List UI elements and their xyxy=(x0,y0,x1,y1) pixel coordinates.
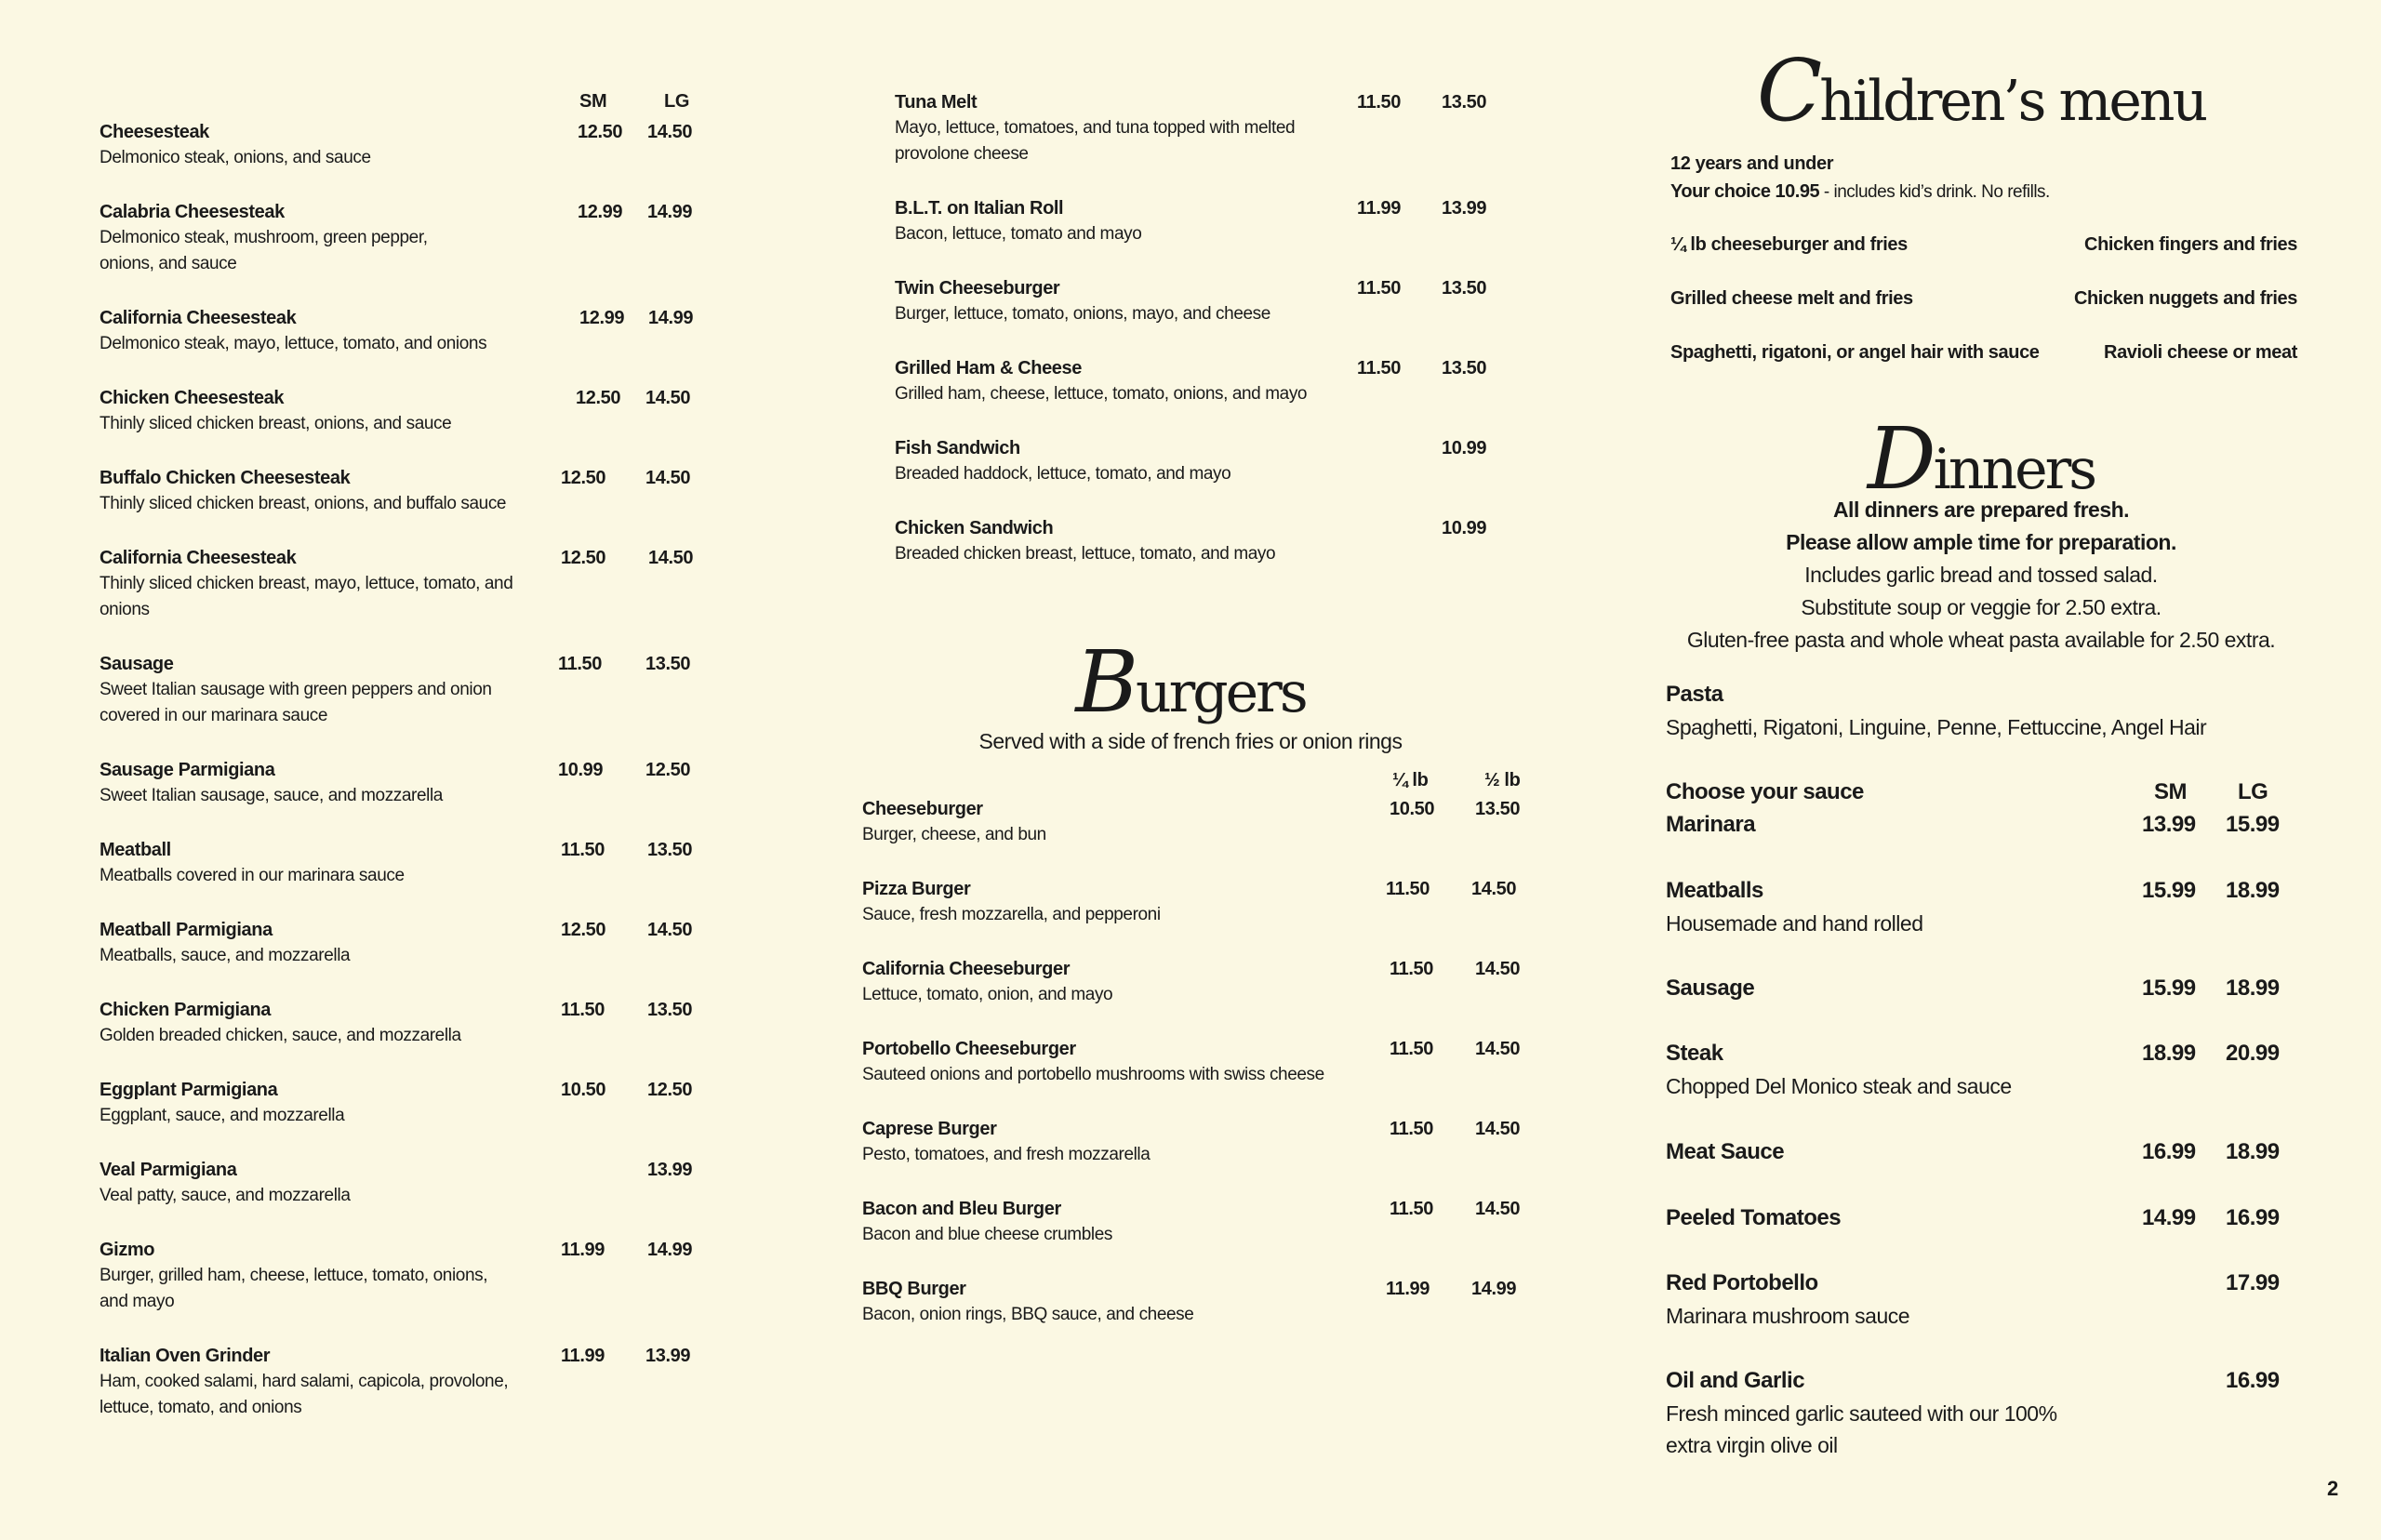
price-sm: 11.99 xyxy=(561,1240,605,1260)
price-sm: 12.50 xyxy=(561,548,606,568)
item-description: Ham, cooked salami, hard salami, capicola, provolone, lettuce, tomato, and onions xyxy=(100,1372,509,1417)
price-lg: 13.50 xyxy=(647,840,693,860)
item-description: Breaded haddock, lettuce, tomato, and mayo xyxy=(895,464,1231,484)
kids-choice-price: Your choice 10.95 xyxy=(1670,181,1820,202)
item-description: Bacon, lettuce, tomato and mayo xyxy=(895,224,1142,244)
dinner-price-lg: 18.99 xyxy=(2226,976,2280,1001)
dinner-price-lg: 20.99 xyxy=(2226,1041,2280,1066)
item-name: Twin Cheeseburger xyxy=(895,278,1060,299)
price-lg: 13.99 xyxy=(645,1346,691,1366)
item-name: Pizza Burger xyxy=(862,879,971,899)
dinner-price-lg: 18.99 xyxy=(2226,1139,2280,1164)
item-description: Veal patty, sauce, and mozzarella xyxy=(100,1186,351,1205)
childrens-title-rest: hildren’s menu xyxy=(1819,69,2206,134)
menu-item xyxy=(100,1157,351,1209)
dinner-item-name: Meat Sauce xyxy=(1666,1139,1785,1164)
quarter-lb-header: ¼ lb xyxy=(1392,770,1429,790)
item-name: Buffalo Chicken Cheesesteak xyxy=(100,468,351,488)
price-quarter-lb: 11.50 xyxy=(1390,1199,1433,1219)
item-description: Golden breaded chicken, sauce, and mozzarella xyxy=(100,1026,461,1045)
menu-item xyxy=(895,89,1295,167)
price-lg: 14.50 xyxy=(648,548,694,568)
item-name: Sausage Parmigiana xyxy=(100,760,275,780)
item-name: Meatball Parmigiana xyxy=(100,920,273,940)
item-description: Grilled ham, cheese, lettuce, tomato, onions, and mayo xyxy=(895,384,1308,404)
item-name: BBQ Burger xyxy=(862,1279,966,1299)
dinner-item-name: Red Portobello xyxy=(1666,1270,1818,1295)
item-name: Chicken Parmigiana xyxy=(100,1000,271,1020)
item-description: Delmonico steak, onions, and sauce xyxy=(100,148,371,167)
menu-item xyxy=(100,917,350,969)
price-half-lb: 14.99 xyxy=(1471,1279,1517,1299)
item-name: Meatball xyxy=(100,840,171,860)
price-half-lb: 14.50 xyxy=(1475,959,1521,979)
price-lg: 13.99 xyxy=(1442,198,1487,219)
price-half-lb: 13.50 xyxy=(1475,799,1521,819)
menu-item xyxy=(895,195,1141,247)
item-name: California Cheesesteak xyxy=(100,308,297,328)
dinner-item-description: Chopped Del Monico steak and sauce xyxy=(1666,1074,2012,1098)
kids-item: ¼ lb cheeseburger and fries xyxy=(1670,234,1908,255)
price-quarter-lb: 11.50 xyxy=(1390,1039,1433,1059)
menu-item xyxy=(100,757,443,809)
menu-item xyxy=(100,1237,487,1315)
price-sm: 12.50 xyxy=(578,122,623,142)
item-name: Eggplant Parmigiana xyxy=(100,1080,278,1100)
burger-item xyxy=(862,1036,1324,1088)
dinners-title-rest: inners xyxy=(1933,437,2095,502)
dinner-item-description: Marinara mushroom sauce xyxy=(1666,1304,1910,1328)
childrens-menu-title xyxy=(1711,41,2251,140)
item-name: Calabria Cheesesteak xyxy=(100,202,285,222)
item-description: Sweet Italian sausage, sauce, and mozzarella xyxy=(100,786,443,805)
dinner-item-name: Steak xyxy=(1666,1041,1723,1066)
price-sm: 11.50 xyxy=(558,654,602,674)
item-name: Cheeseburger xyxy=(862,799,983,819)
pasta-list: Spaghetti, Rigatoni, Linguine, Penne, Fettuccine, Angel Hair xyxy=(1666,715,2207,739)
dinner-price-sm: 15.99 xyxy=(2142,976,2196,1001)
price-lg: 13.50 xyxy=(1442,92,1487,113)
menu-item xyxy=(100,305,486,357)
item-description: Thinly sliced chicken breast, onions, and sauce xyxy=(100,414,452,433)
pasta-label: Pasta xyxy=(1666,682,1723,707)
item-name: Bacon and Bleu Burger xyxy=(862,1199,1061,1219)
price-sm: 11.50 xyxy=(1357,278,1401,299)
item-name: Portobello Cheeseburger xyxy=(862,1039,1076,1059)
item-name: Italian Oven Grinder xyxy=(100,1346,271,1366)
item-name: Fish Sandwich xyxy=(895,438,1020,458)
item-description: Eggplant, sauce, and mozzarella xyxy=(100,1106,345,1125)
price-sm: 11.50 xyxy=(561,840,605,860)
dinner-item-name: Sausage xyxy=(1666,976,1755,1001)
dinners-lg-header: LG xyxy=(2238,779,2268,804)
price-lg: 14.50 xyxy=(645,468,691,488)
item-name: Chicken Sandwich xyxy=(895,518,1054,538)
menu-item xyxy=(100,997,461,1049)
item-description: Mayo, lettuce, tomatoes, and tuna topped with melted provolone cheese xyxy=(895,118,1296,164)
dinners-title-cap: D xyxy=(1867,409,1934,509)
item-name: Caprese Burger xyxy=(862,1119,997,1139)
menu-item xyxy=(895,435,1230,487)
price-lg: 12.50 xyxy=(647,1080,693,1100)
kids-item: Ravioli cheese or meat xyxy=(2104,342,2297,363)
burger-item xyxy=(862,1196,1112,1248)
price-lg: 14.99 xyxy=(648,308,694,328)
menu-item xyxy=(100,119,371,171)
burger-item xyxy=(862,956,1112,1008)
menu-item xyxy=(100,199,428,277)
price-lg: 10.99 xyxy=(1442,438,1487,458)
price-sm: 12.50 xyxy=(576,388,621,408)
price-lg: 14.50 xyxy=(647,920,693,940)
sauce-label: Choose your sauce xyxy=(1666,779,1864,804)
item-description: Bacon and blue cheese crumbles xyxy=(862,1225,1112,1244)
item-name: California Cheesesteak xyxy=(100,548,297,568)
dinner-price-lg: 16.99 xyxy=(2226,1205,2280,1230)
price-half-lb: 14.50 xyxy=(1475,1119,1521,1139)
price-sm: 11.50 xyxy=(561,1000,605,1020)
price-lg: 14.50 xyxy=(647,122,693,142)
page-number: 2 xyxy=(2327,1477,2339,1500)
burger-item xyxy=(862,796,1046,848)
price-lg: 14.99 xyxy=(647,1240,693,1260)
price-lg: 13.50 xyxy=(645,654,691,674)
price-lg: 14.99 xyxy=(647,202,693,222)
item-description: Bacon, onion rings, BBQ sauce, and cheese xyxy=(862,1305,1194,1324)
price-lg: 13.50 xyxy=(1442,278,1487,299)
price-sm: 12.99 xyxy=(578,202,623,222)
dinner-item-name: Peeled Tomatoes xyxy=(1666,1205,1842,1230)
kids-item: Chicken nuggets and fries xyxy=(2073,288,2297,309)
price-half-lb: 14.50 xyxy=(1475,1199,1521,1219)
item-description: Sauteed onions and portobello mushrooms with swiss cheese xyxy=(862,1065,1324,1084)
price-sm: 12.50 xyxy=(561,468,606,488)
dinners-note-includes: Includes garlic bread and tossed salad. xyxy=(1804,563,2158,587)
menu-item xyxy=(100,1077,344,1129)
menu-item xyxy=(100,545,512,623)
item-description: Lettuce, tomato, onion, and mayo xyxy=(862,985,1113,1004)
price-sm: 11.50 xyxy=(1357,92,1401,113)
menu-item xyxy=(895,355,1307,407)
price-sm: 11.50 xyxy=(1357,358,1401,378)
dinners-note-gluten-free: Gluten-free pasta and whole wheat pasta available for 2.50 extra. xyxy=(1686,628,2276,652)
half-lb-header: ½ lb xyxy=(1484,770,1521,790)
menu-item xyxy=(100,837,405,889)
burger-item xyxy=(862,876,1161,928)
price-quarter-lb: 10.50 xyxy=(1390,799,1435,819)
item-description: Pesto, tomatoes, and fresh mozzarella xyxy=(862,1145,1151,1164)
dinners-note-substitute: Substitute soup or veggie for 2.50 extra. xyxy=(1801,595,2162,619)
item-name: Cheesesteak xyxy=(100,122,209,142)
price-lg: 13.50 xyxy=(1442,358,1487,378)
item-description: Thinly sliced chicken breast, mayo, lettuce, tomato, and onions xyxy=(100,574,513,619)
kids-choice-detail: - includes kid’s drink. No refills. xyxy=(1819,182,2050,202)
menu-item xyxy=(100,465,506,517)
kids-item: Grilled cheese melt and fries xyxy=(1670,288,1913,309)
item-description: Burger, lettuce, tomato, onions, mayo, and cheese xyxy=(895,304,1270,324)
price-sm: 10.99 xyxy=(558,760,604,780)
kids-age-note: 12 years and under xyxy=(1670,153,1834,174)
item-name: Veal Parmigiana xyxy=(100,1160,237,1180)
price-lg: 10.99 xyxy=(1442,518,1487,538)
price-lg: 14.50 xyxy=(645,388,691,408)
burgers-subtitle: Served with a side of french fries or onion rings xyxy=(978,729,1403,753)
menu-item xyxy=(100,651,492,729)
price-quarter-lb: 11.50 xyxy=(1390,1119,1433,1139)
kids-choice-note xyxy=(1670,181,2050,203)
item-name: Chicken Cheesesteak xyxy=(100,388,285,408)
menu-item xyxy=(100,385,451,437)
dinner-price-sm: 13.99 xyxy=(2142,812,2196,837)
item-description: Burger, cheese, and bun xyxy=(862,825,1046,844)
item-name: B.L.T. on Italian Roll xyxy=(895,198,1064,219)
dinner-item-name: Meatballs xyxy=(1666,878,1763,903)
burgers-title xyxy=(1023,632,1358,732)
burger-item xyxy=(862,1276,1193,1328)
dinner-item-description: Fresh minced garlic sauteed with our 100% extra virgin olive oil xyxy=(1666,1401,2057,1457)
dinner-price-lg: 15.99 xyxy=(2226,812,2280,837)
item-description: Burger, grilled ham, cheese, lettuce, tomato, onions, and mayo xyxy=(100,1266,488,1311)
item-name: Gizmo xyxy=(100,1240,155,1260)
price-half-lb: 14.50 xyxy=(1471,879,1517,899)
price-sm: 11.99 xyxy=(1357,198,1401,219)
dinner-price-sm: 15.99 xyxy=(2142,878,2196,903)
price-quarter-lb: 11.99 xyxy=(1386,1279,1430,1299)
burgers-title-cap: B xyxy=(1075,632,1136,732)
dinners-note-fresh: All dinners are prepared fresh. xyxy=(1832,498,2130,522)
dinner-item-name: Marinara xyxy=(1666,812,1756,837)
dinner-price-sm: 18.99 xyxy=(2142,1041,2196,1066)
dinner-price-sm: 14.99 xyxy=(2142,1205,2196,1230)
dinner-price-lg: 17.99 xyxy=(2226,1270,2280,1295)
item-description: Meatballs, sauce, and mozzarella xyxy=(100,946,351,965)
item-description: Sweet Italian sausage with green peppers and onion covered in our marinara sauce xyxy=(100,680,492,725)
item-name: Sausage xyxy=(100,654,174,674)
item-name: Tuna Melt xyxy=(895,92,978,113)
item-name: Grilled Ham & Cheese xyxy=(895,358,1082,378)
price-lg: 12.50 xyxy=(645,760,691,780)
lg-header: LG xyxy=(664,91,689,112)
menu-item xyxy=(895,515,1275,567)
dinner-item-name: Oil and Garlic xyxy=(1666,1368,1805,1393)
burgers-title-rest: urgers xyxy=(1135,660,1306,725)
item-description: Sauce, fresh mozzarella, and pepperoni xyxy=(862,905,1161,924)
item-description: Delmonico steak, mushroom, green pepper, onions, and sauce xyxy=(100,228,428,273)
kids-item: Spaghetti, rigatoni, or angel hair with sauce xyxy=(1670,342,2040,363)
dinners-sm-header: SM xyxy=(2154,779,2187,804)
menu-item xyxy=(895,275,1270,327)
dinners-note-time: Please allow ample time for preparation. xyxy=(1786,530,2176,554)
price-lg: 13.50 xyxy=(647,1000,693,1020)
item-description: Thinly sliced chicken breast, onions, and buffalo sauce xyxy=(100,494,507,513)
item-description: Meatballs covered in our marinara sauce xyxy=(100,866,405,885)
item-description: Breaded chicken breast, lettuce, tomato, and mayo xyxy=(895,544,1276,564)
dinner-price-sm: 16.99 xyxy=(2142,1139,2196,1164)
price-quarter-lb: 11.50 xyxy=(1386,879,1430,899)
item-description: Delmonico steak, mayo, lettuce, tomato, and onions xyxy=(100,334,487,353)
price-lg: 13.99 xyxy=(647,1160,693,1180)
dinner-price-lg: 18.99 xyxy=(2226,878,2280,903)
kids-item: Chicken fingers and fries xyxy=(2084,234,2297,255)
burger-item xyxy=(862,1116,1150,1168)
childrens-title-cap: C xyxy=(1756,41,1820,140)
price-sm: 11.99 xyxy=(561,1346,605,1366)
dinner-price-lg: 16.99 xyxy=(2226,1368,2280,1393)
dinner-item-description: Housemade and hand rolled xyxy=(1666,911,1923,936)
price-quarter-lb: 11.50 xyxy=(1390,959,1433,979)
price-sm: 12.50 xyxy=(561,920,606,940)
price-sm: 12.99 xyxy=(579,308,625,328)
item-name: California Cheeseburger xyxy=(862,959,1071,979)
price-sm: 10.50 xyxy=(561,1080,606,1100)
sm-header: SM xyxy=(579,91,607,112)
price-half-lb: 14.50 xyxy=(1475,1039,1521,1059)
menu-item xyxy=(100,1343,508,1421)
